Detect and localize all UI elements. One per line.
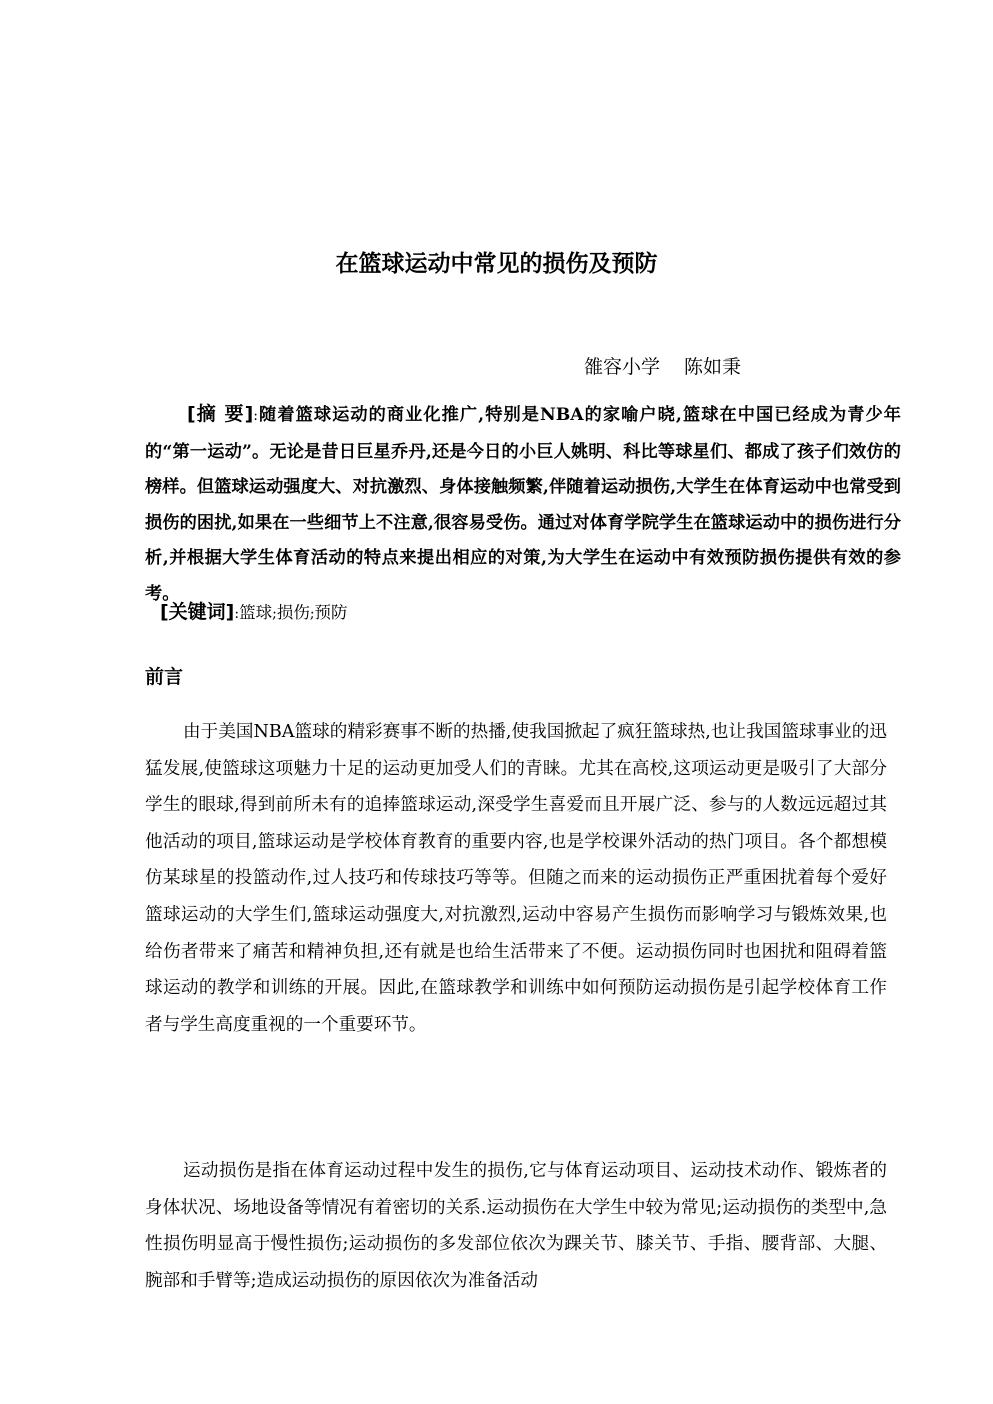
author-line	[584, 353, 741, 381]
keyword-3: 预防	[314, 603, 348, 622]
document-title: 在篮球运动中常见的损伤及预防	[335, 251, 658, 277]
keyword-1: 篮球	[239, 603, 273, 622]
keyword-separator: ;	[309, 606, 315, 622]
abstract	[145, 397, 901, 612]
abstract-label: [摘 要]	[187, 403, 254, 425]
abstract-colon: :	[253, 408, 258, 424]
keyword-2: 损伤	[276, 603, 310, 622]
author-name: 陈如秉	[684, 356, 742, 378]
section-heading: 前言	[145, 666, 184, 688]
abstract-text: 随着篮球运动的商业化推广,特别是NBA的家喻户晓,篮球在中国已经成为青少年的“第一运动”。无论是昔日巨星乔丹,还是今日的小巨人姚明、科比等球星们、都成了孩子们效仿的榜样。但篮球运动强度大、对抗激烈、身体接触频繁,伴随着运动损伤,大学生在体育运动中也常受到损伤的困扰,如果在一些细节上不注意,很容易受伤。通过对体育学院学生在篮球运动中的损伤进行分析,并根据大学生体育活动的特点来提出相应的对策,为大学生在运动中有效预防损伤提供有效的参考。	[145, 405, 901, 604]
paragraph: 由于美国NBA篮球的精彩赛事不断的热播,使我国掀起了疯狂篮球热,也让我国篮球事业的迅猛发展,使篮球这项魅力十足的运动更加受人们的青睐。尤其在高校,这项运动更是吸引了大部分学生的眼球,得到前所未有的追捧篮球运动,深受学生喜爱而且开展广泛、参与的人数远远超过其他活动的项目,篮球运动是学校体育教育的重要内容,也是学校课外活动的热门项目。各个都想模仿某球星的投篮动作,过人技巧和传球技巧等等。但随之而来的运动损伤正严重困扰着每个爱好篮球运动的大学生们,篮球运动强度大,对抗激烈,运动中容易产生损伤而影响学习与锻炼效果,也给伤者带来了痛苦和精神负担,还有就是也给生活带来了不便。运动损伤同时也困扰和阻碍着篮球运动的教学和训练的开展。因此,在篮球教学和训练中如何预防运动损伤是引起学校体育工作者与学生高度重视的一个重要环节。	[145, 722, 887, 1035]
keywords	[160, 597, 348, 629]
keyword-separator: ;	[272, 606, 277, 622]
author-school: 雒容小学	[584, 356, 661, 378]
paragraph: 运动损伤是指在体育运动过程中发生的损伤,它与体育运动项目、运动技术动作、锻炼者的身体状况、场地设备等情况有着密切的关系.运动损伤在大学生中较为常见;运动损伤的类型中,急性损伤明显高于慢性损伤;运动损伤的多发部位依次为踝关节、膝关节、手指、腰背部、大腿、腕部和手臂等;造成运动损伤的原因依次为准备活动	[145, 1161, 887, 1291]
keywords-colon: :	[234, 606, 240, 622]
keywords-label: [关键词]	[160, 601, 235, 623]
